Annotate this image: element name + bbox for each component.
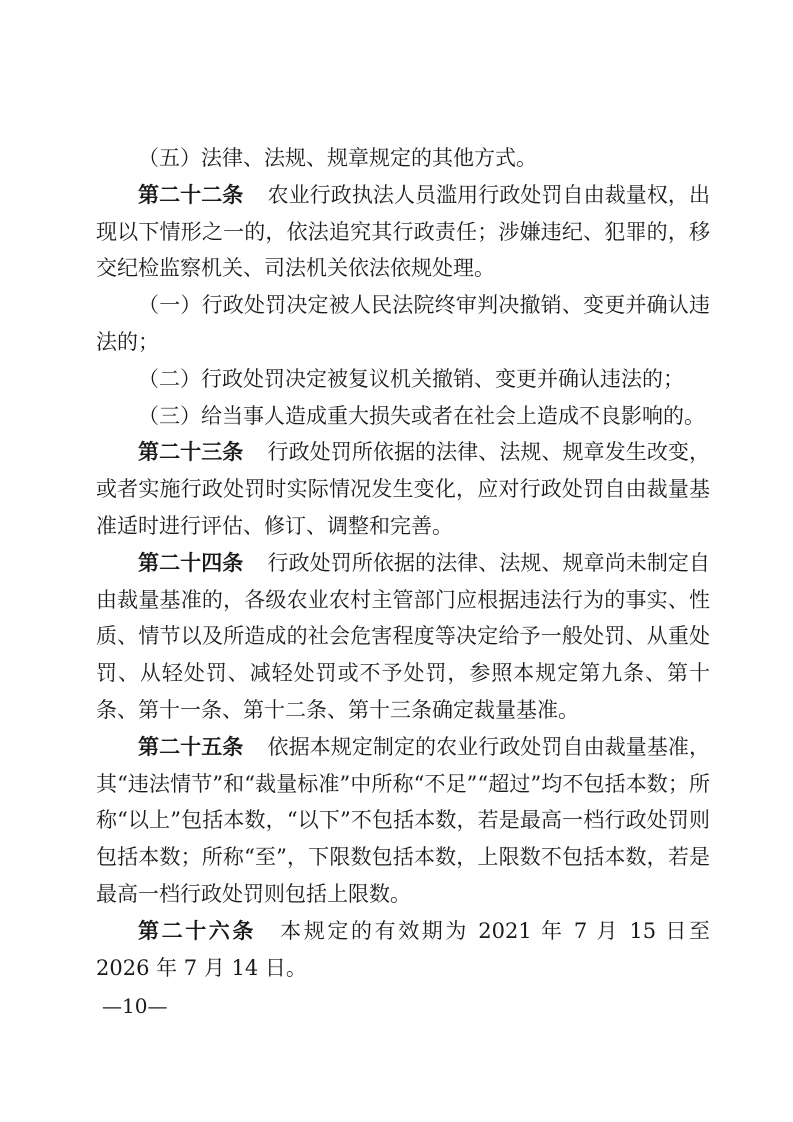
article-23-number: 第二十三条 [138, 439, 244, 465]
article-paragraph-25 [96, 729, 710, 913]
article-25-number: 第二十五条 [138, 733, 244, 759]
article-26-number: 第二十六条 [138, 917, 257, 943]
article-25-text: 依据本规定制定的农业行政处罚自由裁量基准，其“违法情节”和“裁量标准”中所称“不足”“超过”均不包括本数；所称“以上”包括本数，“以下”不包括本数，若是最高一档行政处罚则包括本数；所称“至”，下限数包括本数，上限数不包括本数，若是最高一档行政处罚则包括上限数。 [96, 734, 711, 906]
article-paragraph-23 [96, 434, 710, 544]
page-number: —10— [102, 994, 168, 1018]
item-paragraph-3: （三）给当事人造成重大损失或者在社会上造成不良影响的。 [138, 403, 705, 428]
article-paragraph-24 [96, 545, 710, 729]
article-23-text: 行政处罚所依据的法律、法规、规章发生改变，或者实施行政处罚时实际情况发生变化，应对行政处罚自由裁量基准适时进行评估、修订、调整和完善。 [96, 440, 711, 538]
item-paragraph-2: （二）行政处罚决定被复议机关撤销、变更并确认违法的； [138, 366, 684, 391]
article-22-text: 农业行政执法人员滥用行政处罚自由裁量权，出现以下情形之一的，依法追究其行政责任；涉嫌违纪、犯罪的，移交纪检监察机关、司法机关依法依规处理。 [96, 182, 711, 281]
item-paragraph-5: （五）法律、法规、规章规定的其他方式。 [138, 146, 537, 170]
article-paragraph-22 [96, 177, 710, 287]
article-24-text: 行政处罚所依据的法律、法规、规章尚未制定自由裁量基准的，各级农业农村主管部门应根据违法行为的事实、性质、情节以及所造成的社会危害程度等决定给予一般处罚、从重处罚、从轻处罚、减轻处罚或不予处罚，参照本规定第九条、第十条、第十一条、第十二条、第十三条确定裁量基准。 [96, 550, 711, 722]
document-body [96, 140, 710, 986]
article-26-text: 本规定的有效期为 2021 年 7 月 15 日至 2026 年 7 月 14 日。 [96, 918, 711, 980]
item-paragraph-1: （一）行政处罚决定被人民法院终审判决撤销、变更并确认违法的； [96, 293, 710, 354]
article-24-number: 第二十四条 [138, 549, 244, 575]
article-paragraph-26 [96, 913, 710, 987]
article-22-number: 第二十二条 [138, 181, 244, 207]
